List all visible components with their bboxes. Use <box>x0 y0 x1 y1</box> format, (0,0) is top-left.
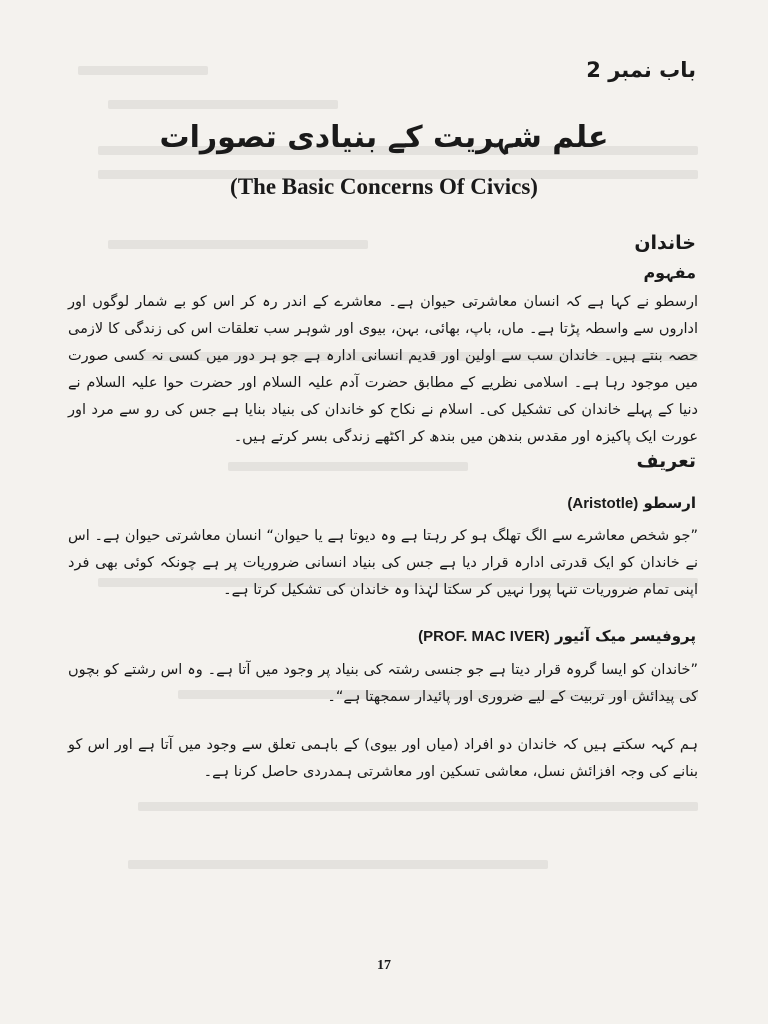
bleed-through-line <box>108 240 368 249</box>
subheading-concept: مفہوم <box>643 263 696 282</box>
heading-aristotle <box>567 494 696 512</box>
section-heading-definition: تعریف <box>636 450 696 472</box>
page-title-urdu: علم شہریت کے بنیادی تصورات <box>159 120 609 155</box>
paragraph-concept: ارسطو نے کہا ہے کہ انسان معاشرتی حیوان ہے۔ معاشرے کے اندر رہ کر اس کو بے شمار لوگوں اور اداروں سے واسطہ پڑتا ہے۔ ماں، باپ، بھائی، بہن، بیوی اور شوہر سب تعلقات اس کی زندگی کا لازمی حصہ بنتے ہیں۔ خاندان سب سے اولین اور قدیم انسانی ادارہ ہے جو ہر دور میں کسی نہ کسی صورت میں موجود رہا ہے۔ اسلامی نظریے کے مطابق حضرت آدم علیہ السلام اور حضرت حوا علیہ السلام نے دنیا کے پہلے خاندان کی تشکیل کی۔ اسلام نے نکاح کو خاندان کی بنیاد بنایا ہے جس کی رو سے مرد اور عورت ایک پاکیزہ اور مقدس بندھن میں بندھ کر اکٹھے زندگی بسر کرتے ہیں۔ <box>68 294 698 445</box>
page-number: 17 <box>377 958 391 973</box>
paragraph-maciver-quote: ”خاندان کو ایسا گروہ قرار دیتا ہے جو جنسی رشتہ کی بنیاد پر وجود میں آتا ہے۔ وہ اس رشتے کو بچوں کی پیدائش اور تربیت کے لیے ضروری اور پائیدار سمجھتا ہے“۔ <box>68 662 698 705</box>
bleed-through-line <box>78 66 208 75</box>
maciver-name-urdu: پروفیسر میک آئیور <box>555 627 696 645</box>
bleed-through-line <box>128 860 548 869</box>
bleed-through-line <box>108 100 338 109</box>
section-heading-family: خاندان <box>634 232 696 254</box>
chapter-label: باب نمبر 2 <box>586 58 696 82</box>
bleed-through-line <box>228 462 468 471</box>
paragraph-aristotle-quote: ”جو شخص معاشرے سے الگ تھلگ ہو کر رہتا ہے وہ دیوتا ہے یا حیوان“ انسان معاشرتی حیوان ہے۔ اس نے خاندان کو ایک قدرتی ادارہ قرار دیا ہے جس کی بنیاد انسانی ضروریات پر ہے چونکہ کوئی بھی فرد اپنی تمام ضروریات تنہا پورا نہیں کر سکتا لہٰذا وہ خاندان کی تشکیل کرتا ہے۔ <box>68 528 698 598</box>
page-title-english: (The Basic Concerns Of Civics) <box>230 174 538 199</box>
heading-mac-iver <box>418 627 696 645</box>
aristotle-name-urdu: ارسطو <box>643 494 696 512</box>
aristotle-name-english: (Aristotle) <box>567 495 639 512</box>
maciver-name-english: (PROF. MAC IVER) <box>418 628 550 645</box>
bleed-through-line <box>138 802 698 811</box>
paragraph-conclusion: ہم کہہ سکتے ہیں کہ خاندان دو افراد (میاں اور بیوی) کے باہمی تعلق سے وجود میں آتا ہے اور اس کو بنانے کی وجہ افزائش نسل، معاشی تسکین اور معاشرتی ہمدردی حاصل کرنا ہے۔ <box>68 737 698 780</box>
